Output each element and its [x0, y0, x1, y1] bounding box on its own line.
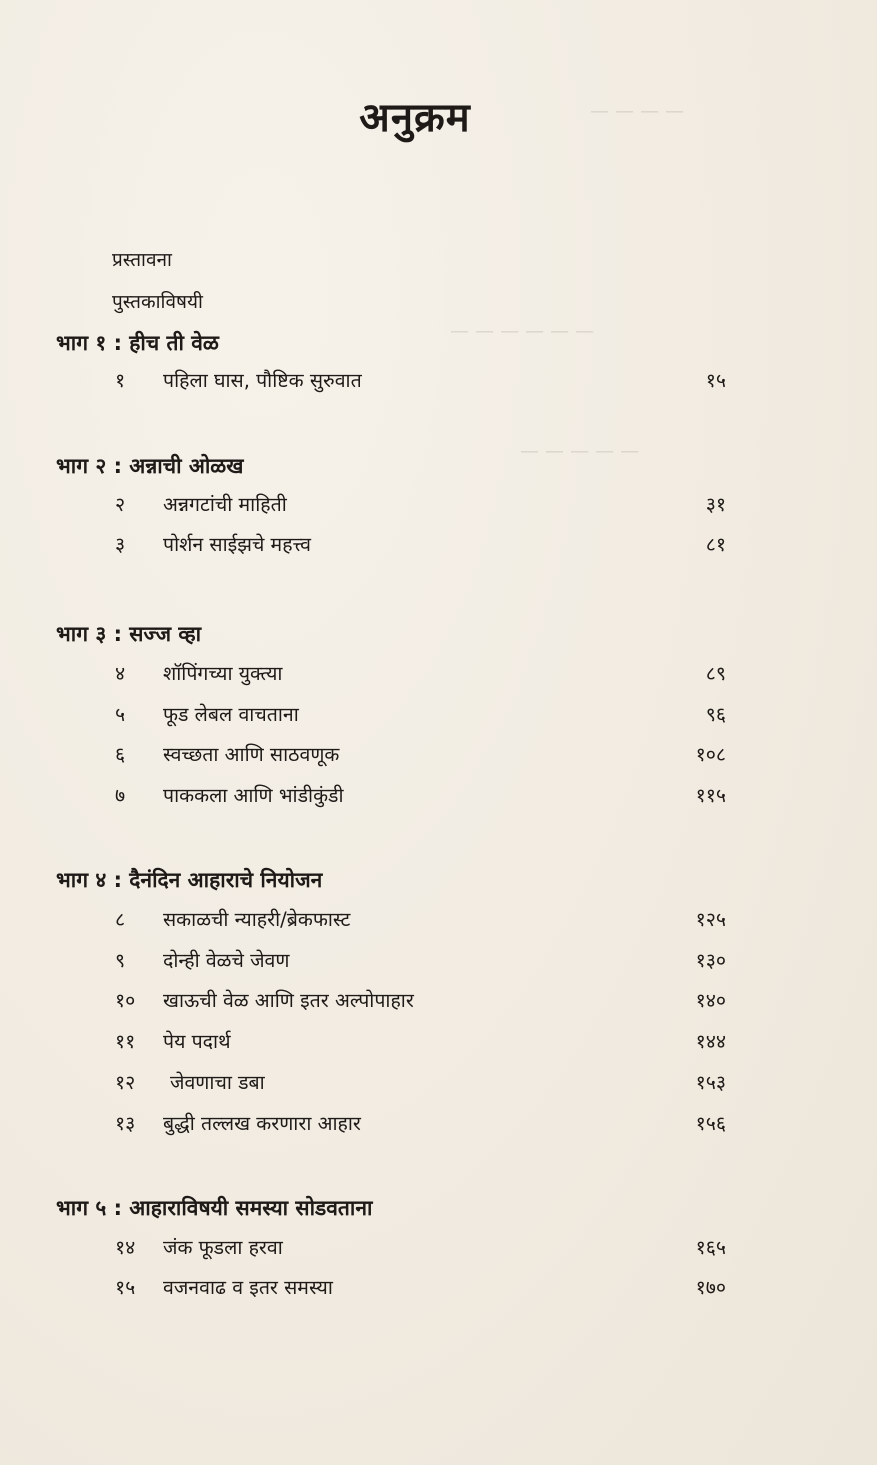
part-heading: भाग ५ : आहाराविषयी समस्या सोडवताना: [56, 1196, 373, 1220]
toc-row: [0, 366, 877, 396]
page-number: १४४: [695, 1030, 726, 1053]
chapter-number: ४: [115, 662, 126, 685]
toc-row: [0, 1109, 877, 1139]
chapter-number: २: [115, 493, 126, 516]
page-number: १४०: [695, 989, 726, 1012]
chapter-title: वजनवाढ व इतर समस्या: [163, 1276, 333, 1299]
chapter-number: ३: [115, 533, 126, 556]
part-heading: भाग ३ : सज्ज व्हा: [56, 622, 202, 646]
chapter-number: ५: [115, 703, 126, 726]
chapter-title: पाककला आणि भांडीकुंडी: [163, 784, 344, 807]
intro-item: प्रस्तावना: [112, 249, 172, 271]
chapter-title: जंक फूडला हरवा: [163, 1236, 283, 1259]
chapter-title: शॉपिंगच्या युक्त्या: [163, 662, 283, 685]
chapter-title: बुद्धी तल्लख करणारा आहार: [163, 1112, 361, 1135]
chapter-title: फूड लेबल वाचताना: [163, 703, 299, 726]
page-title: अनुक्रम: [359, 95, 471, 141]
toc-row: [0, 1027, 877, 1057]
intro-item: पुस्तकाविषयी: [112, 291, 203, 313]
toc-row: [0, 1273, 877, 1303]
chapter-title: स्वच्छता आणि साठवणूक: [163, 743, 340, 766]
bleed-through: — — — — —: [520, 440, 640, 462]
chapter-title: खाऊची वेळ आणि इतर अल्पोपाहार: [163, 989, 414, 1012]
chapter-number: ११: [115, 1030, 136, 1053]
page-number: १५६: [695, 1112, 726, 1135]
toc-row: [0, 986, 877, 1016]
chapter-title: अन्नगटांची माहिती: [163, 493, 287, 516]
page-number: ८९: [705, 662, 726, 685]
part-heading: भाग ४ : दैनंदिन आहाराचे नियोजन: [56, 868, 323, 892]
chapter-number: १५: [115, 1276, 136, 1299]
page-number: १७०: [695, 1276, 726, 1299]
page-number: १५३: [695, 1071, 726, 1094]
chapter-number: १४: [115, 1236, 136, 1259]
chapter-number: १०: [115, 989, 136, 1012]
page-number: १०८: [695, 743, 726, 766]
page-number: ३१: [705, 493, 726, 516]
chapter-title: जेवणाचा डबा: [170, 1071, 265, 1094]
toc-row: [0, 490, 877, 520]
page-number: १३०: [695, 949, 726, 972]
toc-row: [0, 740, 877, 770]
part-heading: भाग २ : अन्नाची ओळख: [56, 454, 244, 478]
chapter-number: १२: [115, 1071, 136, 1094]
chapter-number: ९: [115, 949, 126, 972]
chapter-title: पहिला घास, पौष्टिक सुरुवात: [163, 369, 362, 392]
part-heading: भाग १ : हीच ती वेळ: [56, 331, 219, 355]
chapter-number: १३: [115, 1112, 136, 1135]
chapter-number: १: [115, 369, 126, 392]
page-number: १२५: [695, 908, 726, 931]
chapter-title: सकाळची न्याहरी/ब्रेकफास्ट: [163, 908, 351, 931]
chapter-number: ८: [115, 908, 126, 931]
bleed-through: — — — —: [590, 100, 685, 122]
page-number: ११५: [695, 784, 726, 807]
toc-row: [0, 700, 877, 730]
page-number: १५: [705, 369, 726, 392]
toc-row: [0, 1233, 877, 1263]
toc-row: [0, 659, 877, 689]
toc-row: [0, 781, 877, 811]
toc-row: [0, 946, 877, 976]
toc-row: [0, 1068, 877, 1098]
chapter-number: ६: [115, 743, 126, 766]
toc-row: [0, 530, 877, 560]
chapter-title: पोर्शन साईझचे महत्त्व: [163, 533, 311, 556]
page-number: ८१: [705, 533, 726, 556]
page-number: ९६: [705, 703, 726, 726]
toc-row: [0, 905, 877, 935]
bleed-through: — — — — — —: [450, 320, 595, 342]
chapter-title: दोन्ही वेळचे जेवण: [163, 949, 290, 972]
page-number: १६५: [695, 1236, 726, 1259]
chapter-title: पेय पदार्थ: [163, 1030, 231, 1053]
chapter-number: ७: [115, 784, 126, 807]
